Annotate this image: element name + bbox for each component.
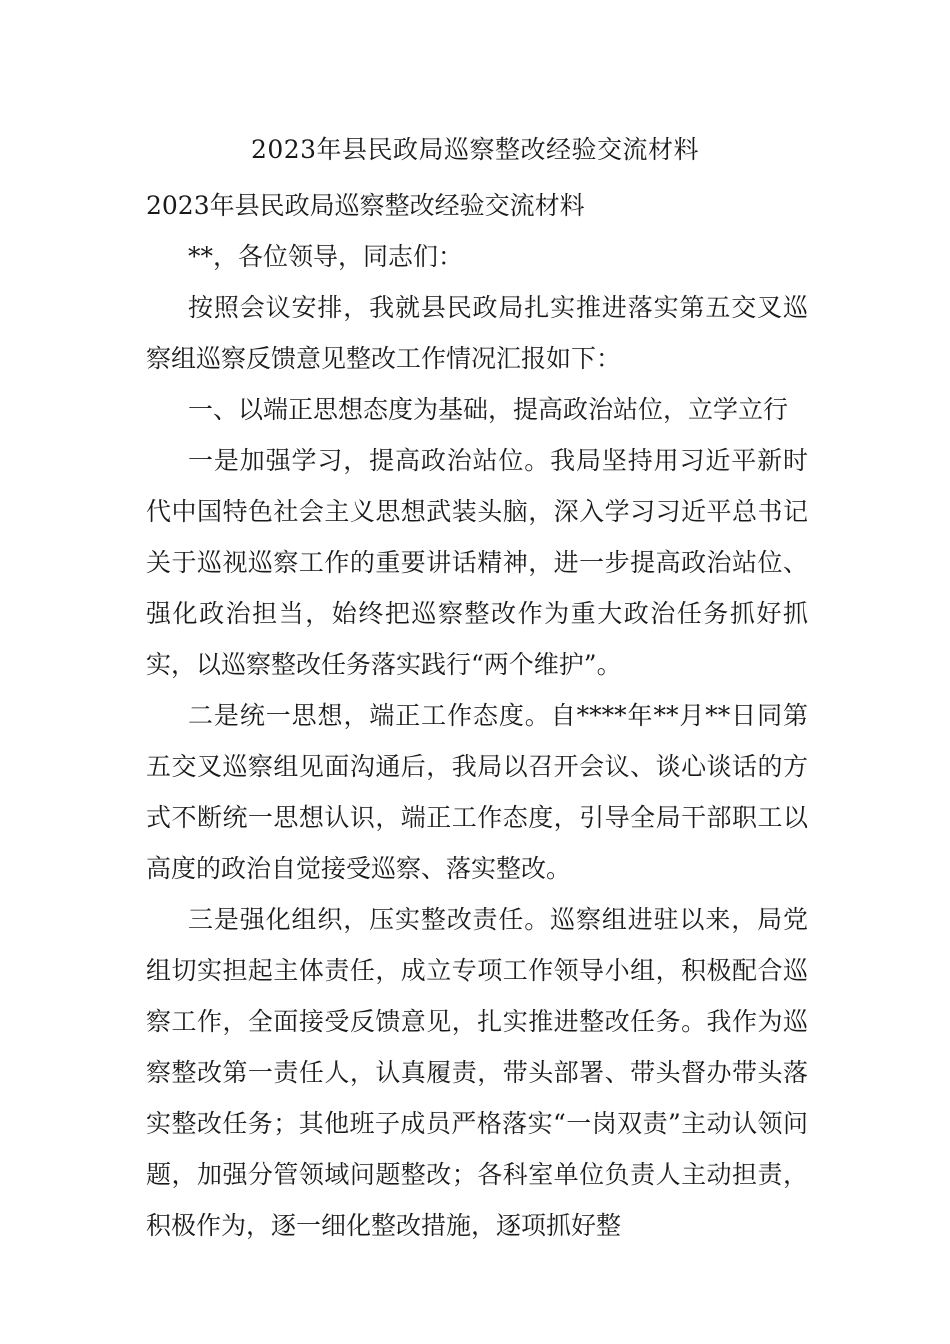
paragraph-intro: 按照会议安排，我就县民政局扎实推进落实第五交叉巡察组巡察反馈意见整改工作情况汇报如下： bbox=[146, 293, 808, 373]
document-title: 2023年县民政局巡察整改经验交流材料 bbox=[250, 135, 700, 164]
section-heading-1: 一、以端正思想态度为基础，提高政治站位，立学立行 bbox=[188, 395, 789, 424]
greeting: **，各位领导，同志们： bbox=[188, 242, 464, 271]
paragraph-3: 三是强化组织，压实整改责任。巡察组进驻以来，局党组切实担起主体责任，成立专项工作领导小组，积极配合巡察工作，全面接受反馈意见，扎实推进整改任务。我作为巡察整改第一责任人，认真履责，带头部署、带头督办带头落实整改任务；其他班子成员严格落实“一岗双责”主动认领问题，加强分管领域问题整改；各科室单位负责人主动担责，积极作为，逐一细化整改措施，逐项抓好整 bbox=[146, 905, 808, 1240]
document-subtitle: 2023年县民政局巡察整改经验交流材料 bbox=[146, 191, 585, 220]
paragraph-1: 一是加强学习，提高政治站位。我局坚持用习近平新时代中国特色社会主义思想武装头脑，深入学习习近平总书记关于巡视巡察工作的重要讲话精神，进一步提高政治站位、强化政治担当，始终把巡察整改作为重大政治任务抓好抓实，以巡察整改任务落实践行“两个维护”。 bbox=[146, 446, 808, 679]
document-body bbox=[146, 180, 808, 1251]
paragraph-2: 二是统一思想，端正工作态度。自****年**月**日同第五交叉巡察组见面沟通后，我局以召开会议、谈心谈话的方式不断统一思想认识，端正工作态度，引导全局干部职工以高度的政治自觉接受巡察、落实整改。 bbox=[146, 701, 808, 883]
